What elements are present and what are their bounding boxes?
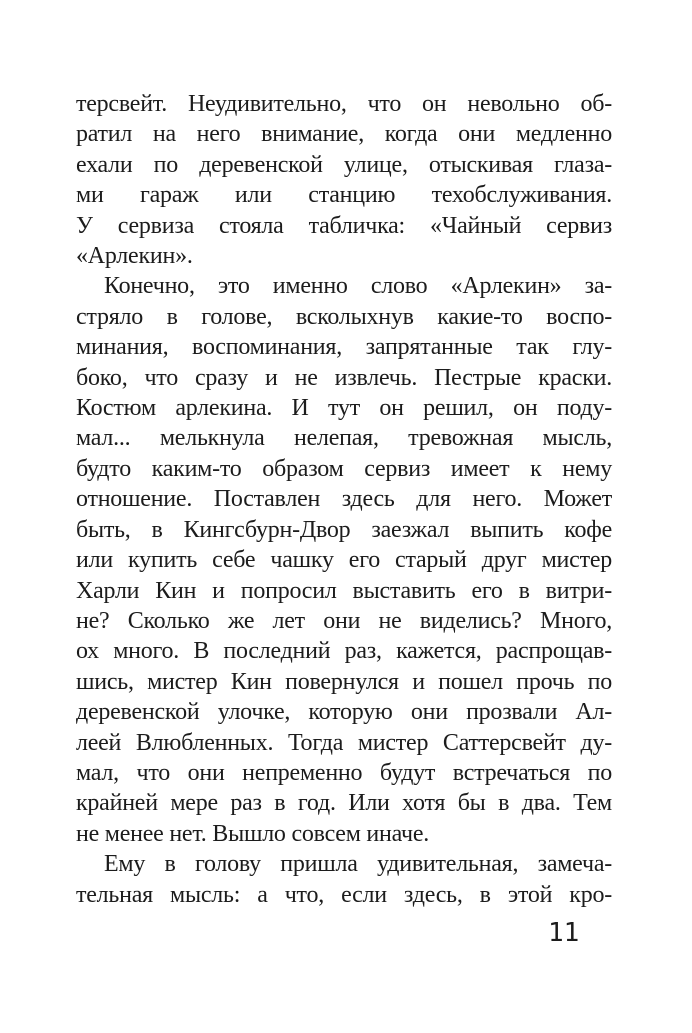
page-text — [76, 89, 612, 910]
text-line: леей Влюбленных. Тогда мистер Саттерсвейт ду- — [76, 729, 612, 756]
text-line: стряло в голове, всколыхнув какие-то воспо- — [76, 303, 612, 330]
text-line: «Арлекин». — [76, 243, 193, 270]
text-line: ми гараж или станцию техобслуживания. — [76, 182, 612, 209]
paragraph — [76, 89, 612, 271]
text-line: Харли Кин и попросил выставить его в витри- — [76, 577, 612, 604]
text-line: минания, воспоминания, запрятанные так глу- — [76, 334, 612, 361]
page-number: 11 — [548, 918, 580, 948]
text-line: будто каким-то образом сервиз имеет к нему — [76, 455, 612, 482]
text-line: не менее нет. Вышло совсем иначе. — [76, 820, 430, 847]
text-line: ратил на него внимание, когда они медленно — [76, 121, 612, 148]
paragraph — [76, 271, 612, 849]
text-line: мал... мелькнула нелепая, тревожная мысль, — [76, 425, 612, 452]
text-line: шись, мистер Кин повернулся и пошел прочь по — [76, 668, 612, 695]
text-line: терсвейт. Неудивительно, что он невольно об- — [76, 91, 612, 117]
text-line: ох много. В последний раз, кажется, распрощав- — [76, 638, 612, 665]
paragraph — [76, 849, 612, 910]
text-line: мал, что они непременно будут встречаться по — [76, 759, 612, 786]
text-line: Костюм арлекина. И тут он решил, он поду- — [76, 395, 612, 422]
text-line: или купить себе чашку его старый друг мистер — [76, 547, 612, 574]
text-line: крайней мере раз в год. Или хотя бы в два. Тем — [76, 790, 612, 817]
text-line: отношение. Поставлен здесь для него. Может — [76, 486, 612, 513]
text-line: деревенской улочке, которую они прозвали Ал- — [76, 699, 612, 726]
text-line: боко, что сразу и не извлечь. Пестрые краски. — [76, 364, 612, 391]
text-line: ехали по деревенской улице, отыскивая глаза- — [76, 151, 612, 178]
text-line: тельная мысль: а что, если здесь, в этой кро- — [76, 881, 612, 908]
text-line: Ему в голову пришла удивительная, замеча- — [104, 851, 612, 878]
text-line: У сервиза стояла табличка: «Чайный сервиз — [76, 212, 612, 239]
text-line: быть, в Кингсбурн-Двор заезжал выпить кофе — [76, 516, 612, 543]
text-line: не? Сколько же лет они не виделись? Много, — [76, 607, 612, 634]
text-line: Конечно, это именно слово «Арлекин» за- — [104, 273, 612, 300]
